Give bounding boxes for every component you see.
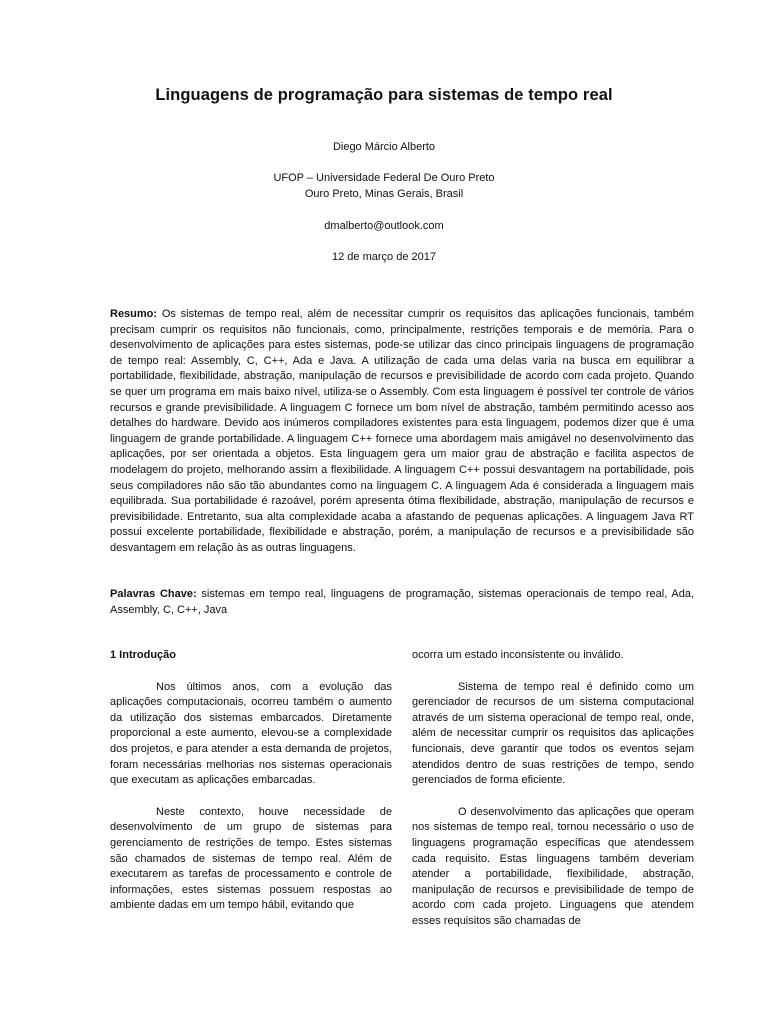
keywords	[110, 587, 694, 618]
paper-title: Linguagens de programação para sistemas de tempo real	[155, 86, 613, 104]
abstract-label: Resumo:	[110, 308, 158, 320]
author-name: Diego Márcio Alberto	[332, 141, 436, 153]
abstract-text: Os sistemas de tempo real, além de necessitar cumprir os requisitos das aplicações funcionais, também precisam cumprir os requisitos não funcionais, como, principalmente, restrições temporais e de memória. Para o desenvolvimento de aplicações para estes sistemas, pode-se utilizar das cinco principais linguagens de programação de tempo real: Assembly, C, C++, Ada e Java. A utilização de cada uma delas varia na busca em equilibrar a portabilidade, flexibilidade, abstração, manipulação de recursos e previsibilidade de acordo com cada projeto. Quando se quer um programa em mais baixo nível, utiliza-se o Assembly. Com esta linguagem é possível ter controle de vários recursos e grande previsibilidade. A linguagem C fornece um bom nível de abstração, também permitindo acesso aos detalhes do hardware. Devido aos inúmeros compiladores existentes para esta linguagem, podemos dizer que é uma linguagem de grande portabilidade. A linguagem C++ fornece uma abordagem mais amigável no desenvolvimento das aplicações, por ser orientada a objetos. Esta linguagem gera um maior grau de abstração e facilita aspectos de modelagem do projeto, melhorando assim a flexibilidade. A linguagem C++ possui desvantagem na portabilidade, pois seus compiladores não são tão abundantes como na linguagem C. A linguagem Ada é considerada a linguagem mais equilibrada. Sua portabilidade é razoável, porém apresenta ótima flexibilidade, abstração, manipulação de recursos e previsibilidade. Entretanto, sua alta complexidade acaba a afastando de pequenas aplicações. A linguagem Java RT possui excelente portabilidade, flexibilidade e abstração, porém, a manipulação de recursos e a previsibilidade são desvantagem em relação às as outras linguagens.	[110, 308, 694, 554]
paragraph: ocorra um estado inconsistente ou inválido.	[412, 649, 624, 661]
keywords-label: Palavras Chave:	[110, 588, 197, 600]
publication-date: 12 de março de 2017	[332, 251, 436, 263]
paragraph: O desenvolvimento das aplicações que operam nos sistemas de tempo real, tornou necessário o uso de linguagens programação específicas que atendessem cada requisito. Estas linguagens também deveriam atender a portabilidade, flexibilidade, abstração, manipulação de recursos e previsibilidade de tempo de acordo com cada projeto. Linguagens que atendem esses requisitos são chamadas de	[412, 805, 694, 927]
left-column	[110, 648, 392, 914]
right-column	[412, 648, 694, 930]
section-heading: 1 Introdução	[110, 649, 177, 661]
paragraph: Neste contexto, houve necessidade de desenvolvimento de um grupo de sistemas para gerenciamento de restrições de tempo. Estes sistemas são chamados de sistemas de tempo real. Além de executarem as tarefas de processamento e controle de informações, estes sistemas possuem respostas ao ambiente dadas em um tempo hábil, evitando que	[110, 805, 392, 912]
paragraph: Sistema de tempo real é definido como um gerenciador de recursos de um sistema computacional através de um sistema operacional de tempo real, onde, além de necessitar cumprir os requisitos das aplicações funcionais, deve garantir que todos os eventos sejam atendidos dentro de suas restrições de tempo, sendo gerenciados de forma eficiente.	[412, 680, 694, 787]
keywords-text: sistemas em tempo real, linguagens de programação, sistemas operacionais de tempo real, Ada, Assembly, C, C++, Java	[110, 588, 695, 616]
abstract	[110, 307, 694, 557]
affiliation-line-2: Ouro Preto, Minas Gerais, Brasil	[304, 188, 464, 200]
affiliation-line-1: UFOP – Universidade Federal De Ouro Preto	[273, 172, 495, 184]
paragraph: Nos últimos anos, com a evolução das aplicações computacionais, ocorreu também o aumento da utilização dos sistemas embarcados. Diretamente proporcional a este aumento, elevou-se a complexidade dos projetos, e para atender a esta demanda de projetos, foram necessárias melhorias nos sistemas operacionais que executam as aplicações embarcadas.	[110, 680, 392, 787]
author-email: dmalberto@outlook.com	[324, 220, 444, 232]
